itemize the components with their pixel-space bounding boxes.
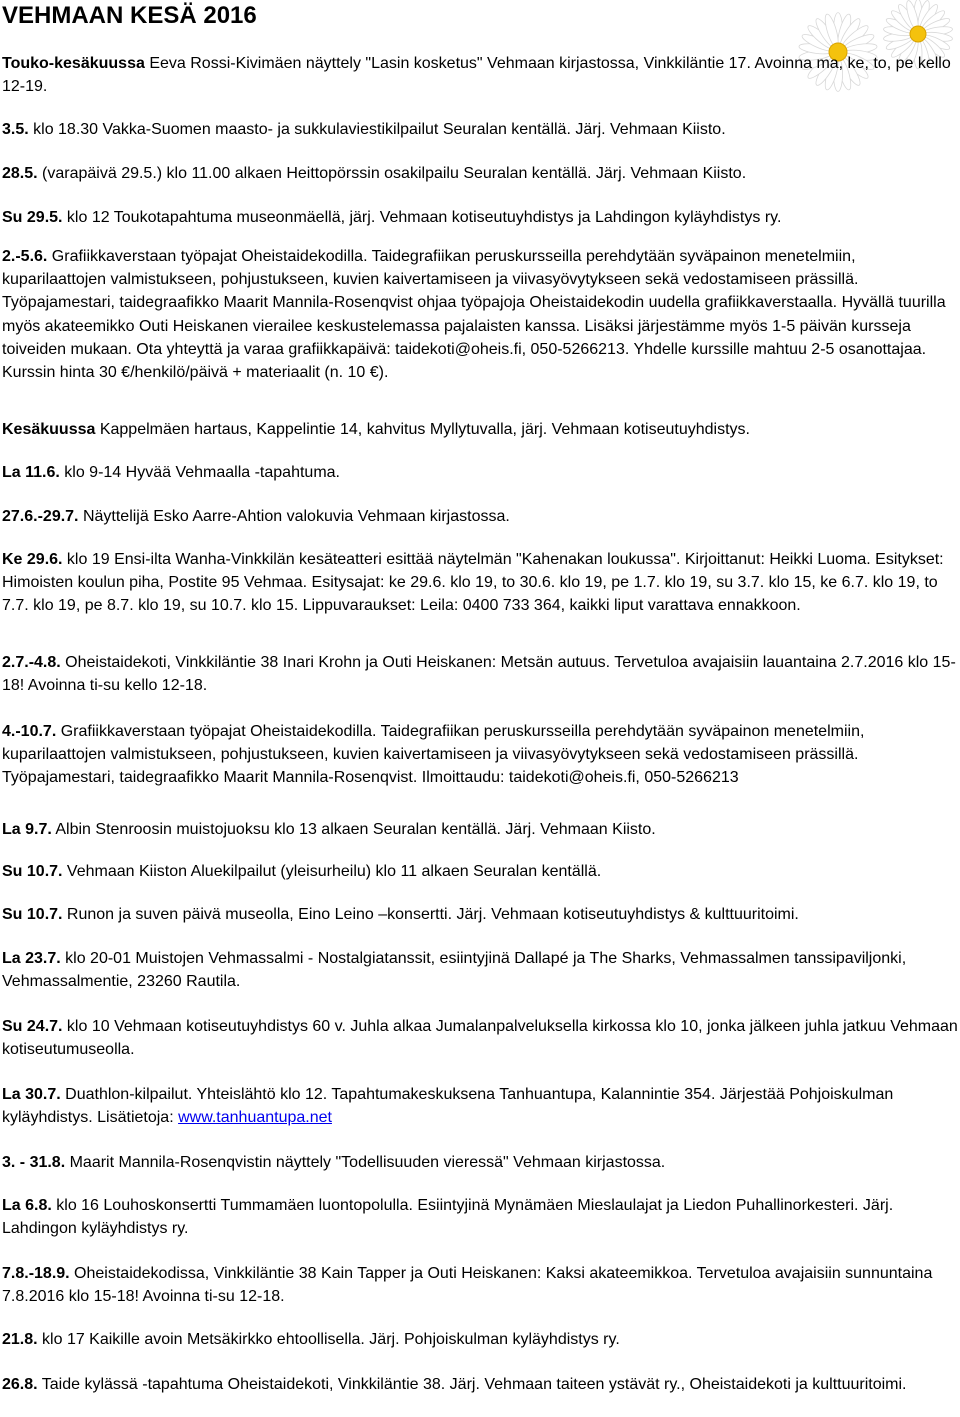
- event-entry: [2, 651, 960, 697]
- event-text: Eeva Rossi-Kivimäen näyttely "Lasin kosketus" Vehmaan kirjastossa, Vinkkiläntie 17. Avoinna ma, ke, to, pe kello 12-19.: [2, 55, 951, 96]
- event-date: 2.7.-4.8.: [2, 654, 61, 671]
- event-text: klo 17 Kaikille avoin Metsäkirkko ehtoollisella. Järj. Pohjoiskulman kyläyhdistys ry.: [37, 1331, 620, 1348]
- event-entry: [2, 1328, 620, 1351]
- event-entry: [2, 548, 960, 618]
- event-text: klo 16 Louhoskonsertti Tummamäen luontopolulla. Esiintyjinä Mynämäen Mieslaulajat ja Liedon Puhallinorkesteri. Järj. Lahdingon kyläyhdistys ry.: [2, 1197, 894, 1238]
- event-text: Kappelmäen hartaus, Kappelintie 14, kahvitus Myllytuvalla, järj. Vehmaan kotiseutuyhdistys.: [95, 421, 750, 438]
- event-date: 2.-5.6.: [2, 248, 48, 265]
- event-entry: [2, 1373, 906, 1396]
- event-date: 26.8.: [2, 1376, 38, 1393]
- event-date: Ke 29.6.: [2, 551, 63, 568]
- event-entry: [2, 505, 510, 528]
- event-entry: [2, 1015, 960, 1061]
- event-entry: [2, 206, 781, 229]
- event-text: klo 18.30 Vakka-Suomen maasto- ja sukkulaviestikilpailut Seuralan kentällä. Järj. Vehmaan Kiisto.: [28, 121, 726, 138]
- event-date: Su 10.7.: [2, 906, 63, 923]
- event-date: 4.-10.7.: [2, 723, 57, 740]
- event-date: Kesäkuussa: [2, 421, 96, 438]
- event-entry: [2, 52, 960, 98]
- event-date: Su 29.5.: [2, 209, 63, 226]
- event-entry: [2, 903, 799, 926]
- event-entry: [2, 818, 656, 841]
- event-date: La 11.6.: [2, 464, 60, 481]
- event-date: 21.8.: [2, 1331, 38, 1348]
- event-text: klo 9-14 Hyvää Vehmaalla -tapahtuma.: [59, 464, 340, 481]
- event-date: 3. - 31.8.: [2, 1154, 66, 1171]
- event-entry: [2, 860, 601, 883]
- event-date: La 23.7.: [2, 950, 61, 967]
- event-text: Taide kylässä -tapahtuma Oheistaidekoti, Vinkkiläntie 38. Järj. Vehmaan taiteen ystävät ry., Oheistaidekoti ja kulttuuritoimi.: [37, 1376, 907, 1393]
- event-entry: [2, 245, 960, 384]
- event-entry: [2, 1083, 960, 1129]
- event-entry: [2, 162, 746, 185]
- event-text: klo 20-01 Muistojen Vehmassalmi - Nostalgiatanssit, esiintyjinä Dallapé ja The Sharks, Vehmassalmen tanssipaviljonki, Vehmassalmentie, 23260 Rautila.: [2, 950, 907, 991]
- event-entry: [2, 1194, 960, 1240]
- event-text: Vehmaan Kiiston Aluekilpailut (yleisurheilu) klo 11 alkaen Seuralan kentällä.: [62, 863, 602, 880]
- event-date: Touko-kesäkuussa: [2, 55, 145, 72]
- event-date: La 9.7.: [2, 821, 52, 838]
- event-text: Runon ja suven päivä museolla, Eino Leino –konsertti. Järj. Vehmaan kotiseutuyhdistys & kulttuuritoimi.: [62, 906, 799, 923]
- event-date: 7.8.-18.9.: [2, 1265, 70, 1282]
- event-date: La 30.7.: [2, 1086, 61, 1103]
- page-title: VEHMAAN KESÄ 2016: [2, 2, 257, 29]
- event-text: Oheistaidekoti, Vinkkiläntie 38 Inari Krohn ja Outi Heiskanen: Metsän autuus. Tervetuloa avajaisiin lauantaina 2.7.2016 klo 15-18! Avoinna ti-su kello 12-18.: [2, 654, 956, 695]
- event-text: Näyttelijä Esko Aarre-Ahtion valokuvia Vehmaan kirjastossa.: [78, 508, 510, 525]
- event-entry: [2, 720, 960, 790]
- event-date: La 6.8.: [2, 1197, 52, 1214]
- event-date: Su 10.7.: [2, 863, 63, 880]
- event-text: (varapäivä 29.5.) klo 11.00 alkaen Heittopörssin osakilpailu Seuralan kentällä. Järj. Vehmaan Kiisto.: [37, 165, 747, 182]
- event-entry: [2, 461, 340, 484]
- event-text: Duathlon-kilpailut. Yhteislähtö klo 12. Tapahtumakeskuksena Tanhuantupa, Kalannintie 354. Järjestää Pohjoiskulman kyläyhdistys. Lisätietoja:: [2, 1086, 894, 1127]
- event-link[interactable]: www.tanhuantupa.net: [178, 1109, 332, 1127]
- event-date: 3.5.: [2, 121, 29, 138]
- event-text: klo 10 Vehmaan kotiseutuyhdistys 60 v. Juhla alkaa Jumalanpalveluksella kirkossa klo 10, jonka jälkeen juhla jatkuu Vehmaan kotiseutumuseolla.: [2, 1018, 958, 1059]
- event-text: Grafiikkaverstaan työpajat Oheistaidekodilla. Taidegrafiikan peruskursseilla perehdytään syväpainon menetelmiin, kuparilaattojen valmistukseen, pohjustukseen, kuvien kaivertamiseen ja viivasyövytykseen sekä vedostamiseen prässillä. Työpajamestari, taidegraafikko Maarit Mannila-Rosenqvist. Ilmoittaudu: taidekoti@oheis.fi, 050-5266213: [2, 723, 865, 787]
- event-text: Maarit Mannila-Rosenqvistin näyttely "Todellisuuden vieressä" Vehmaan kirjastossa.: [65, 1154, 666, 1171]
- event-entry: [2, 947, 960, 993]
- event-text: Oheistaidekodissa, Vinkkiläntie 38 Kain Tapper ja Outi Heiskanen: Kaksi akateemikkoa. Tervetuloa avajaisiin sunnuntaina 7.8.2016 klo 15-18! Avoinna ti-su 12-18.: [2, 1265, 933, 1306]
- event-text: klo 19 Ensi-ilta Wanha-Vinkkilän kesäteatteri esittää näytelmän "Kahenakan loukussa". Kirjoittanut: Heikki Luoma. Esitykset: Himoisten koulun piha, Postite 95 Vehmaa. Esitysajat: ke 29.6. klo 19, to 30.6. klo 19, pe 1.7. klo 19, su 3.7. klo 15, ke 6.7. klo 19, to 7.7. klo 19, pe 8.7. klo 19, su 10.7. klo 15. Lippuvaraukset: Leila: 0400 733 364, kaikki liput varattava ennakkoon.: [2, 551, 944, 615]
- event-text: Grafiikkaverstaan työpajat Oheistaidekodilla. Taidegrafiikan peruskursseilla perehdytään syväpainon menetelmiin, kuparilaattojen valmistukseen, pohjustukseen, kuvien kaivertamiseen ja viivasyövytykseen sekä vedostamiseen prässillä. Työpajamestari, taidegraafikko Maarit Mannila-Rosenqvist ohjaa työpajoja Oheistaidekodin uudella grafiikkaverstaalla. Hyvällä tuurilla myös akateemikko Outi Heiskanen vierailee keskustelemassa pajalaisten kanssa. Lisäksi järjestämme myös 1-5 päivän kursseja toiveiden mukaan. Ota yhteyttä ja varaa grafiikkapäivä: taidekoti@oheis.fi, 050-5266213. Yhdelle kurssille mahtuu 2-5 osanottajaa. Kurssin hinta 30 €/henkilö/päivä + materiaalit (n. 10 €).: [2, 248, 946, 382]
- event-text: klo 12 Toukotapahtuma museonmäellä, järj. Vehmaan kotiseutuyhdistys ja Lahdingon kyläyhdistys ry.: [62, 209, 782, 226]
- event-date: Su 24.7.: [2, 1018, 63, 1035]
- event-date: 27.6.-29.7.: [2, 508, 79, 525]
- event-entry: [2, 1151, 665, 1174]
- event-entry: [2, 1262, 960, 1308]
- event-entry: [2, 418, 750, 441]
- event-text: Albin Stenroosin muistojuoksu klo 13 alkaen Seuralan kentällä. Järj. Vehmaan Kiisto.: [51, 821, 656, 838]
- event-date: 28.5.: [2, 165, 38, 182]
- event-entry: [2, 118, 726, 141]
